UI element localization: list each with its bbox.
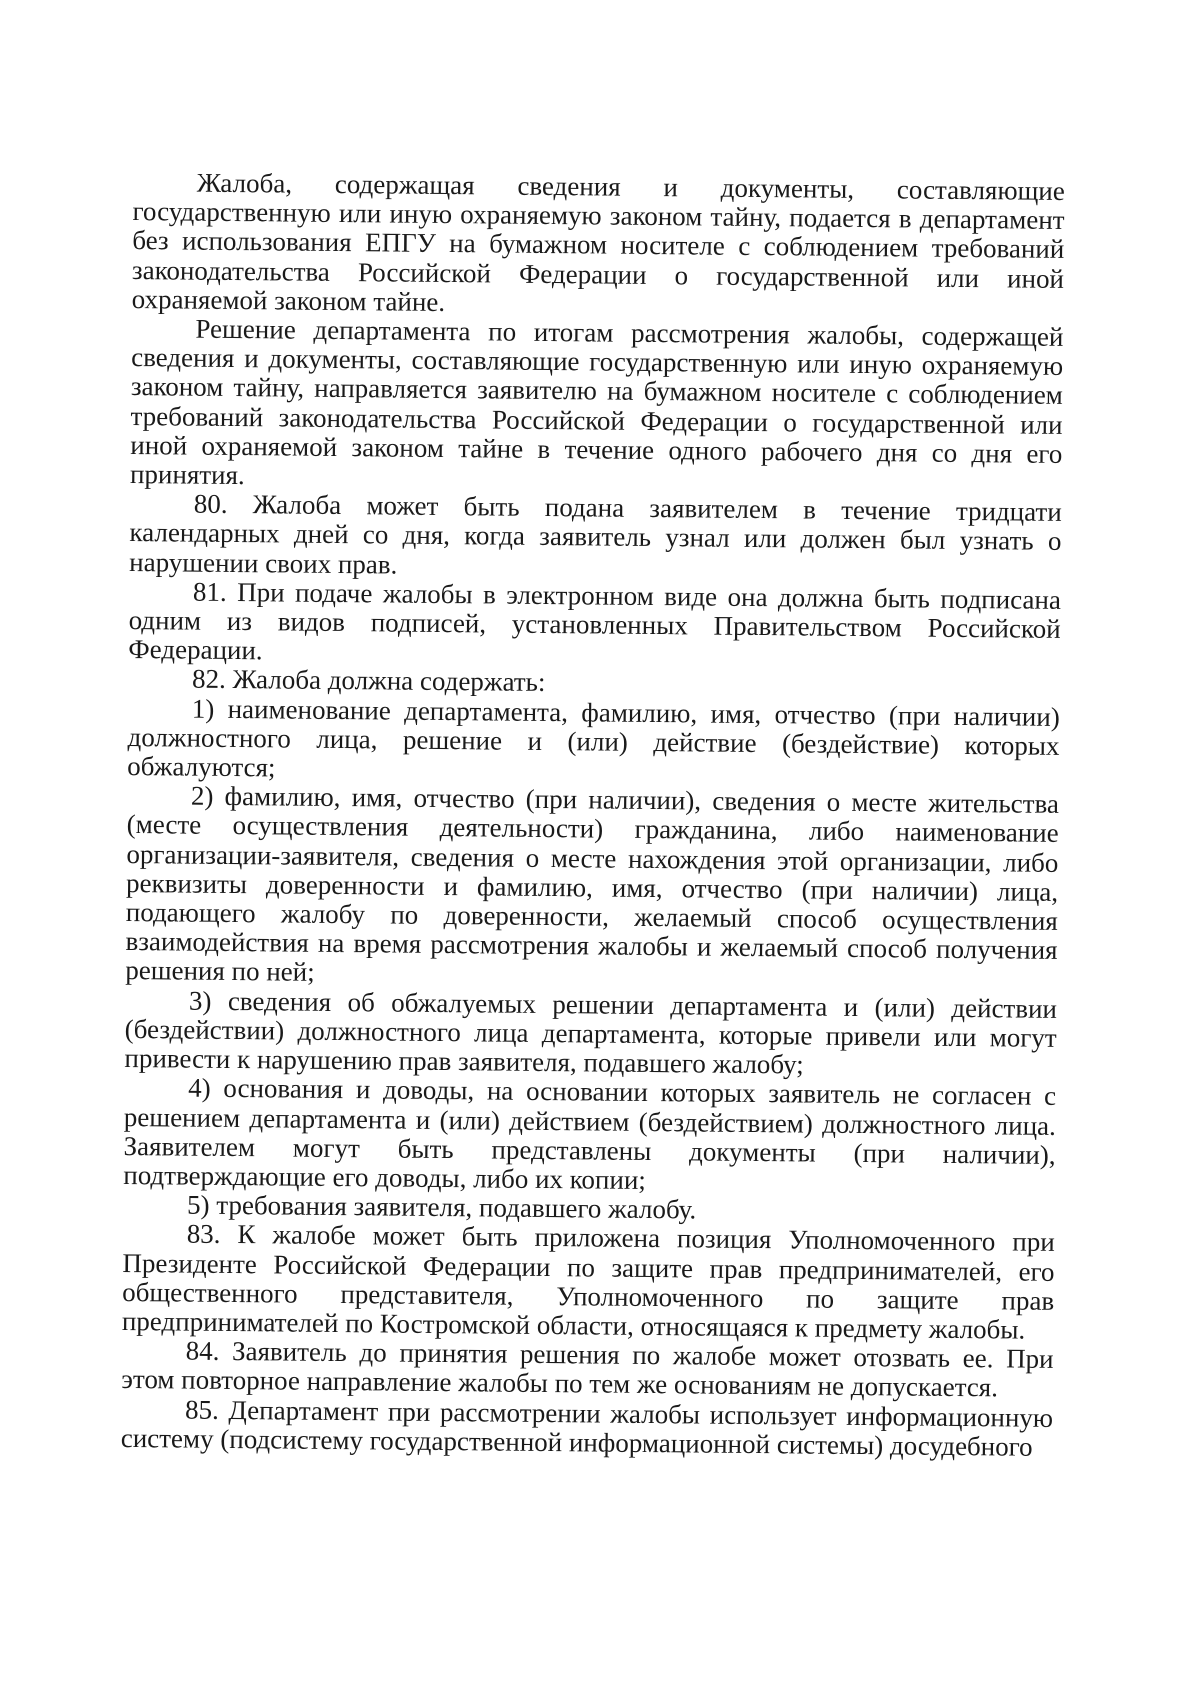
list-item-2: 2) фамилию, имя, отчество (при наличии), сведения о месте жительства (месте осуществления деятельности) гражданина, либо наименование организации-заявителя, сведения о месте нахождения этой организации, либо реквизиты доверенности и фамилию, имя, отчество (при наличии) лица, подающего жалобу по доверенности, желаемый способ осуществления взаимодействия на время рассмотрения жалобы и желаемый способ получения решения по ней; — [125, 780, 1060, 988]
list-item-5: 5) требования заявителя, подавшего жалобу. — [186, 1189, 697, 1225]
list-item-1: 1) наименование департамента, фамилию, имя, отчество (при наличии) должностного лица, решение и (или) действие (бездействие) которых обжалуются; — [127, 693, 1060, 783]
paragraph-secret-decision: Решение департамента по итогам рассмотрения жалобы, содержащей сведения и документы, составляющие государственную или иную охраняемую законом тайну, направляется заявителю на бумажном носителе с соблюдением требований законодательства Российской Федерации о государственной или иной охраняемой законом тайне в течение одного рабочего дня со дня его принятия. — [129, 313, 1064, 491]
paragraph-secret-complaint: Жалоба, содержащая сведения и документы, составляющие государственную или иную охраняемую законом тайну, подается в департамент без использования ЕПГУ на бумажном носителе с соблюдением требований законодательства Российской Федерации о государственной или иной охраняемой законом тайне. — [131, 167, 1065, 317]
list-item-3: 3) сведения об обжалуемых решении департамента и (или) действии (бездействии) должностного лица департамента, которые привели или могут привести к нарушению прав заявителя, подавшего жалобу; — [124, 985, 1058, 1080]
document-body — [121, 168, 1065, 1462]
list-item-4: 4) основания и доводы, на основании которых заявитель не согласен с решением департамента и (или) действием (бездействием) должностного лица. Заявителем могут быть представлены документы (при наличии), подтверждающие его доводы, либо их копии; — [123, 1072, 1057, 1195]
paragraph-84: 84. Заявитель до принятия решения по жалобе может отозвать ее. При этом повторное направление жалобы по тем же основаниям не допускается. — [121, 1335, 1054, 1403]
paragraph-85: 85. Департамент при рассмотрении жалобы использует информационную систему (подсистему государственной информационной системы) досудебного — [120, 1394, 1054, 1462]
paragraph-83: 83. К жалобе может быть приложена позиция Уполномоченного при Президенте Российской Федерации по защите прав предпринимателей, его общественного представителя, Уполномоченного по защите прав предпринимателей по Костромской области, относящаяся к предмету жалобы. — [121, 1218, 1055, 1345]
paragraph-82: 82. Жалоба должна содержать: — [191, 664, 546, 698]
paragraph-81: 81. При подаче жалобы в электронном виде она должна быть подписана одним из видов подписей, установленных Правительством Российской Федерации. — [128, 576, 1062, 666]
paragraph-80: 80. Жалоба может быть подана заявителем в течение тридцати календарных дней со дня, когда заявитель узнал или должен был узнать о нарушении своих прав. — [129, 488, 1062, 580]
